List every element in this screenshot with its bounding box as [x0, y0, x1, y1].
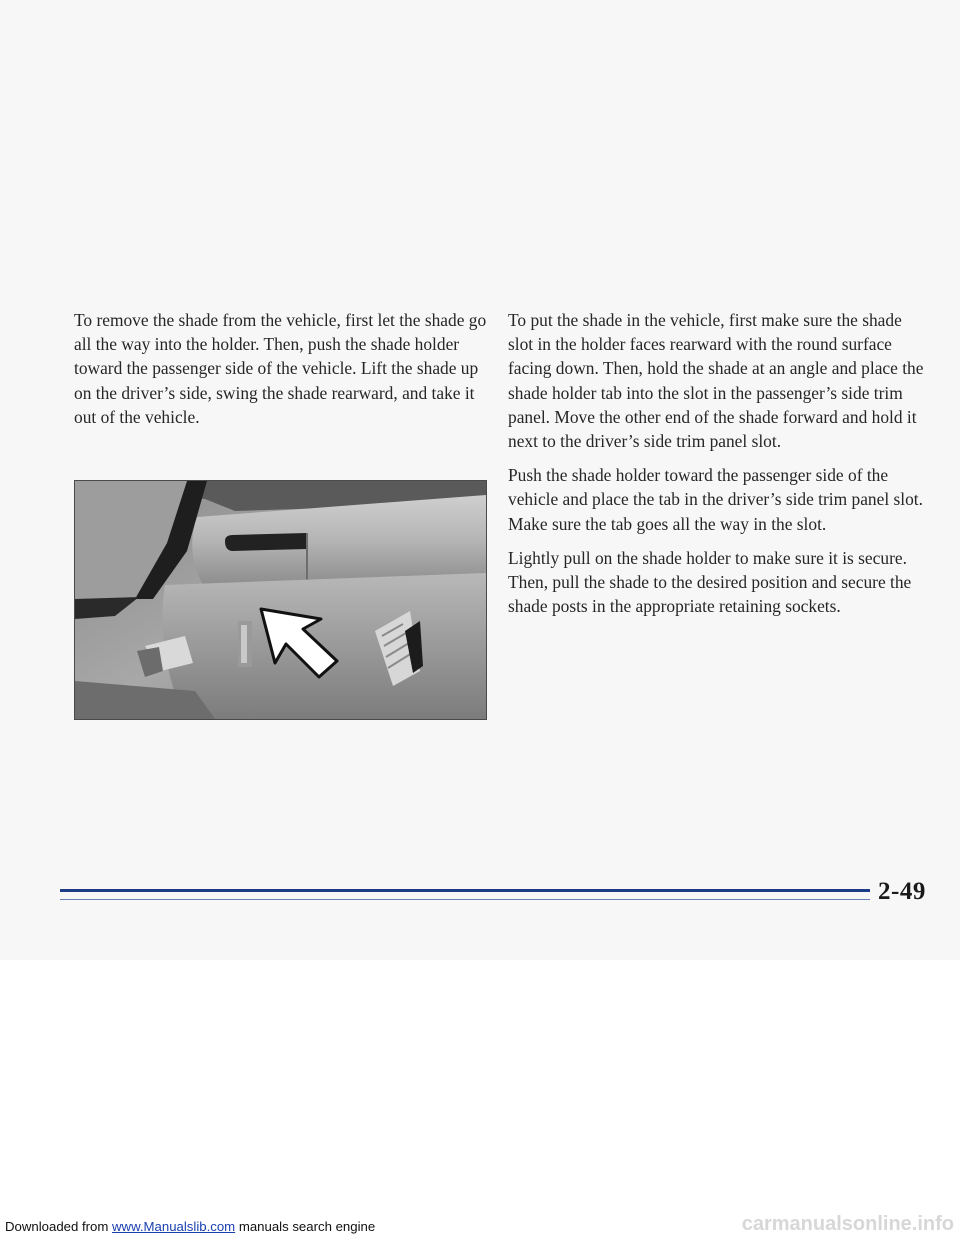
secure-shade-paragraph: Lightly pull on the shade holder to make sure it is secure. Then, pull the shade to the desired position and secure the shade posts in the appropriate retaining sockets.	[508, 547, 912, 617]
remove-shade-paragraph: To remove the shade from the vehicle, first let the shade go all the way into the holder. Then, push the shade holder toward the passenger side of the vehicle. Lift the shade up on the driver’s side, swing the shade rearward, and take it out of the vehicle.	[74, 310, 487, 427]
manualslib-link[interactable]: www.Manualslib.com	[112, 1219, 236, 1234]
page-number: 2-49	[878, 878, 926, 905]
footer-prefix: Downloaded from	[5, 1219, 109, 1234]
shade-holder-illustration	[75, 481, 486, 719]
footer-rule-thick	[60, 889, 870, 892]
footer-suffix: manuals search engine	[238, 1219, 376, 1234]
footer-rule-thin	[60, 899, 870, 900]
install-shade-paragraph: To put the shade in the vehicle, first make sure the shade slot in the holder faces rearward with the round surface facing down. Then, hold the shade at an angle and place the shade holder tab into the slot in the passenger’s side trim panel. Move the other end of the shade forward and hold it next to the driver’s side trim panel slot.	[508, 310, 924, 452]
left-column	[74, 308, 494, 439]
push-holder-paragraph: Push the shade holder toward the passenger side of the vehicle and place the tab in the driver’s side trim panel slot. Make sure the tab goes all the way in the slot.	[508, 465, 923, 534]
watermark-text: carmanualsonline.info	[741, 1213, 954, 1235]
shade-holder-photo	[74, 480, 487, 720]
right-column	[508, 308, 928, 628]
download-footer	[5, 1219, 375, 1234]
